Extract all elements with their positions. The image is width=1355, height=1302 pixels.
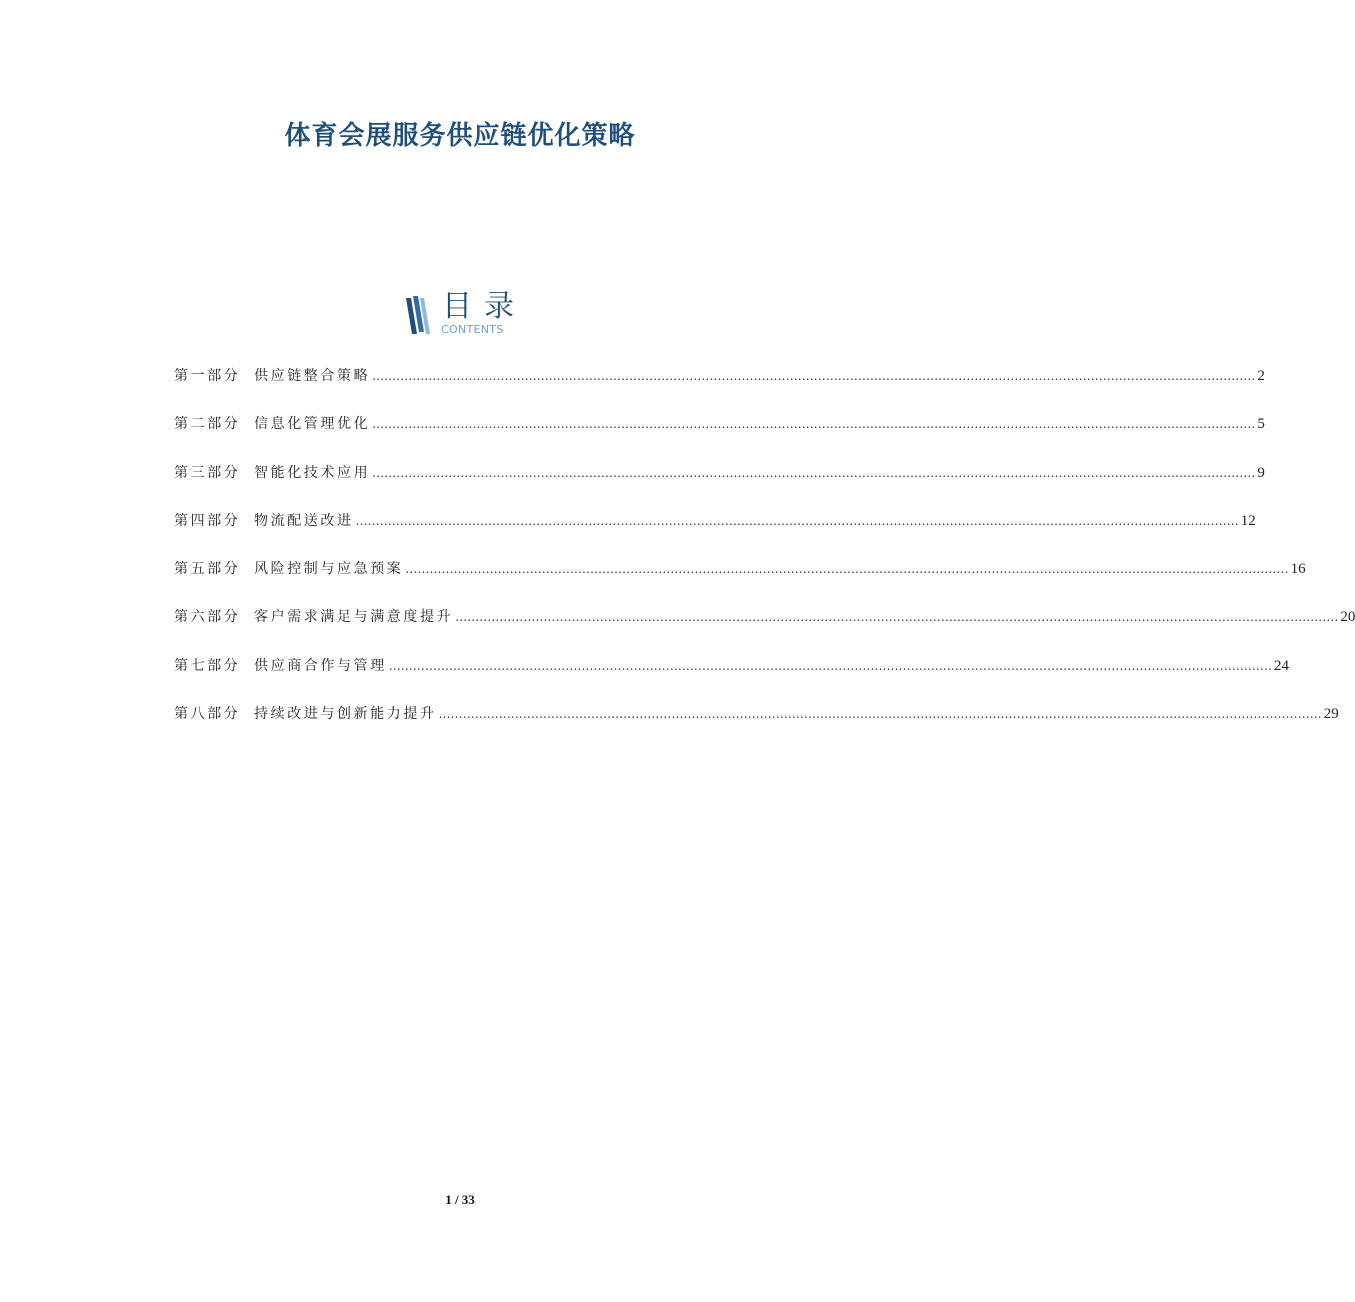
toc-entry-title: 供应商合作与管理 [254, 657, 387, 674]
toc-entry[interactable] [174, 412, 1265, 460]
toc-entry-title: 供应链整合策略 [254, 368, 371, 384]
toc-title: 目录 [442, 289, 526, 324]
toc-entry-part: 第一部分 [174, 368, 241, 384]
toc-entry-title: 信息化管理优化 [254, 416, 371, 433]
toc-entry[interactable] [174, 364, 1265, 412]
toc-dot-leader: ............................................................................................................................................................................................................................ [355, 513, 1239, 528]
toc-dot-leader: ............................................................................................................................................................................................................................ [372, 465, 1256, 480]
toc-dot-leader: ............................................................................................................................................................................................................................ [372, 417, 1256, 432]
toc-entry-page: 5 [1257, 416, 1265, 433]
toc-header [406, 289, 526, 340]
toc-entry-part: 第七部分 [174, 657, 241, 674]
toc-entry-title: 风险控制与应急预案 [254, 561, 404, 578]
toc-entry-part: 第二部分 [174, 416, 241, 433]
toc-stripes-icon [406, 296, 430, 336]
toc-entry[interactable] [174, 702, 1339, 750]
toc-dot-leader: ............................................................................................................................................................................................................................ [405, 562, 1289, 577]
toc-entry-page: 16 [1290, 561, 1306, 578]
toc-entry[interactable] [174, 509, 1256, 557]
toc-entry[interactable] [174, 654, 1289, 702]
toc-entry-title: 持续改进与创新能力提升 [254, 706, 437, 723]
toc-entry-title: 客户需求满足与满意度提升 [254, 609, 454, 626]
toc-entry-part: 第六部分 [174, 609, 241, 626]
toc-entry[interactable] [174, 557, 1306, 605]
toc-entry-part: 第五部分 [174, 561, 241, 578]
toc-entry[interactable] [174, 461, 1265, 509]
toc-entry-part: 第三部分 [174, 464, 241, 481]
toc-entry-page: 12 [1240, 512, 1256, 529]
toc-dot-leader: ............................................................................................................................................................................................................................ [388, 658, 1272, 673]
toc-entry-page: 29 [1323, 706, 1339, 723]
toc-entry-part: 第八部分 [174, 706, 241, 723]
table-of-contents [174, 364, 1355, 750]
toc-entry-title: 物流配送改进 [254, 512, 354, 529]
document-title: 体育会展服务供应链优化策略 [284, 121, 636, 151]
toc-entry-part: 第四部分 [174, 512, 241, 529]
toc-entry-title: 智能化技术应用 [254, 464, 371, 481]
page-indicator: 1 / 33 [445, 1192, 475, 1207]
toc-subtitle: CONTENTS [441, 323, 504, 336]
toc-entry-page: 24 [1274, 657, 1289, 674]
toc-entry-page: 9 [1257, 464, 1265, 481]
toc-dot-leader: ............................................................................................................................................................................................................................ [438, 707, 1322, 722]
toc-entry[interactable] [174, 605, 1355, 653]
toc-dot-leader: ............................................................................................................................................................................................................................ [455, 610, 1339, 625]
toc-entry-page: 20 [1340, 609, 1355, 626]
toc-entry-page: 2 [1257, 368, 1265, 384]
toc-dot-leader: ............................................................................................................................................................................................................................ [372, 369, 1256, 383]
